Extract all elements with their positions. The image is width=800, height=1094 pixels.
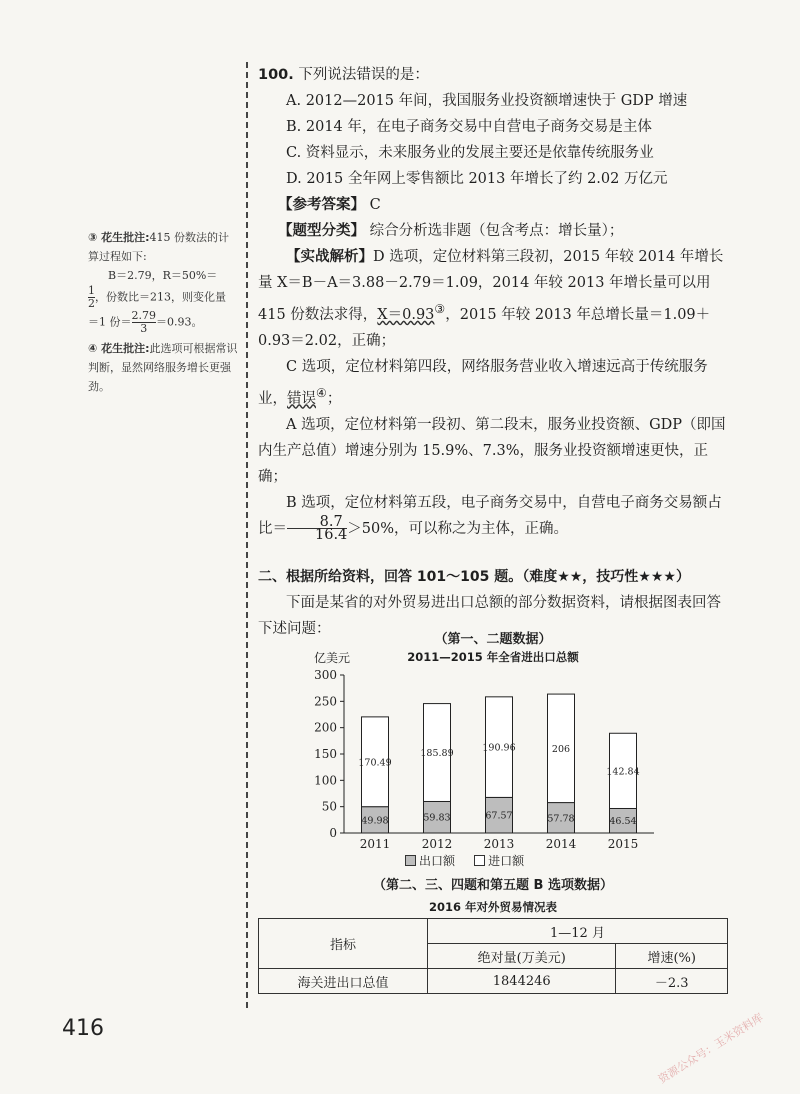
fraction-ratio: $\frac{8.7}{16.4}$ xyxy=(287,516,347,541)
y-axis-label: 亿美元 xyxy=(314,651,351,665)
section-intro: 下面是某省的对外贸易进出口总额的部分数据资料，请根据图表回答下述问题： xyxy=(258,594,721,637)
row-name: 海关进出口总值 xyxy=(259,969,428,994)
option-a: A. 2012—2015 年间，我国服务业投资额增速快于 GDP 增速 xyxy=(286,93,688,109)
x-tick-label: 2014 xyxy=(545,837,577,850)
note-3: ③ 花生批注:415 份数法的计算过程如下: B＝2.79，R＝50%＝ $\frac{1}{2}$ ，份数比＝213，则变化量 ＝1 份＝ $\frac{2.79}{3}$ ＝0.93。 xyxy=(88,231,230,335)
y-tick-label: 300 xyxy=(314,668,337,682)
fraction-share: $\frac{2.79}{3}$ xyxy=(131,309,156,335)
y-tick-label: 150 xyxy=(314,747,337,761)
chart-legend xyxy=(405,852,524,869)
chart-title: 2011—2015 年全省进出口总额 xyxy=(407,650,579,664)
export-value-label: 49.98 xyxy=(361,815,389,827)
option-c: C. 资料显示，未来服务业的发展主要还是依靠传统服务业 xyxy=(286,145,654,161)
option-d: D. 2015 全年网上零售额比 2013 年增长了约 2.02 万亿元 xyxy=(286,171,668,187)
trade-table xyxy=(258,918,728,994)
margin-divider xyxy=(246,62,248,1008)
row-abs: 1844246 xyxy=(428,969,616,994)
x-tick-label: 2015 xyxy=(607,837,639,850)
legend-import-swatch xyxy=(474,855,485,866)
analysis-d: 【实战解析】D 选项，定位材料第三段初，2015 年较 2014 年增长量 X＝B－A＝3.88－2.79＝1.09，2014 年较 2013 年增长量可以用 415 份数法求得，X＝0.93③，2015 年较 2013 年总增长量＝1.09＋0.93＝2.02，正确； xyxy=(258,249,724,349)
import-value-label: 206 xyxy=(551,743,571,755)
table-title: 2016 年对外贸易情况表 xyxy=(428,900,557,914)
type-line: 【题型分类】 综合分析选非题（包含考点：增长量）； xyxy=(278,223,624,239)
x-tick-label: 2011 xyxy=(359,837,391,850)
legend-import-label: 进口额 xyxy=(488,854,525,868)
question-title: 100. 下列说法错误的是： xyxy=(258,67,429,83)
trade-bar-chart xyxy=(300,650,680,850)
analysis-b: B 选项，定位材料第五段，电子商务交易中，自营电子商务交易额占比＝ $\frac{8.7}{16.4}$ ＞50%，可以称之为主体，正确。 xyxy=(258,494,722,544)
analysis-c: C 选项，定位材料第四段，网络服务营业收入增速远高于传统服务业，错误④； xyxy=(258,358,708,407)
watermark: 资源公众号：玉米资料库 xyxy=(656,1010,766,1086)
y-tick-label: 50 xyxy=(321,799,337,814)
fraction-half: $\frac{1}{2}$ xyxy=(88,284,95,310)
section-title: 二、根据所给资料，回答 101～105 题。（难度★★，技巧性★★★） xyxy=(258,568,690,585)
import-value-label: 190.96 xyxy=(482,742,516,754)
legend-export-swatch xyxy=(405,855,416,866)
header-period: 1—12 月 xyxy=(428,919,728,944)
y-tick-label: 100 xyxy=(314,773,337,788)
y-tick-label: 250 xyxy=(314,694,337,709)
row-growth: －2.3 xyxy=(616,969,728,994)
main-content xyxy=(258,62,728,642)
option-b: B. 2014 年，在电子商务交易中自营电子商务交易是主体 xyxy=(286,119,652,135)
answer-line: 【参考答案】 C xyxy=(278,197,381,213)
analysis-a: A 选项，定位材料第一段初、第二段末，服务业投资额、GDP（即国内生产总值）增速分别为 15.9%、7.3%，服务业投资额增速更快，正确； xyxy=(258,416,726,485)
x-tick-label: 2013 xyxy=(483,837,515,850)
header-absolute: 绝对量(万美元) xyxy=(428,944,616,969)
import-value-label: 170.49 xyxy=(358,757,392,769)
margin-notes xyxy=(88,228,240,400)
import-value-label: 185.89 xyxy=(420,748,454,760)
chart-caption: （第一、二题数据） xyxy=(434,632,552,647)
legend-export-label: 出口额 xyxy=(419,854,456,868)
table-row xyxy=(259,969,728,994)
page-number: 416 xyxy=(62,1016,104,1041)
table-caption: （第二、三、四题和第五题 B 选项数据） xyxy=(373,878,613,893)
y-tick-label: 200 xyxy=(314,720,337,735)
y-tick-label: 0 xyxy=(329,826,337,840)
x-tick-label: 2012 xyxy=(421,837,453,850)
note-4: ④ 花生批注:此选项可根据常识判断，显然网络服务增长更强劲。 xyxy=(88,342,238,393)
header-growth: 增速(%) xyxy=(616,944,728,969)
export-value-label: 46.54 xyxy=(609,816,637,828)
header-indicator: 指标 xyxy=(259,919,428,969)
export-value-label: 57.78 xyxy=(547,813,575,825)
export-value-label: 59.83 xyxy=(423,812,451,824)
export-value-label: 67.57 xyxy=(485,810,513,822)
import-value-label: 142.84 xyxy=(606,766,640,778)
